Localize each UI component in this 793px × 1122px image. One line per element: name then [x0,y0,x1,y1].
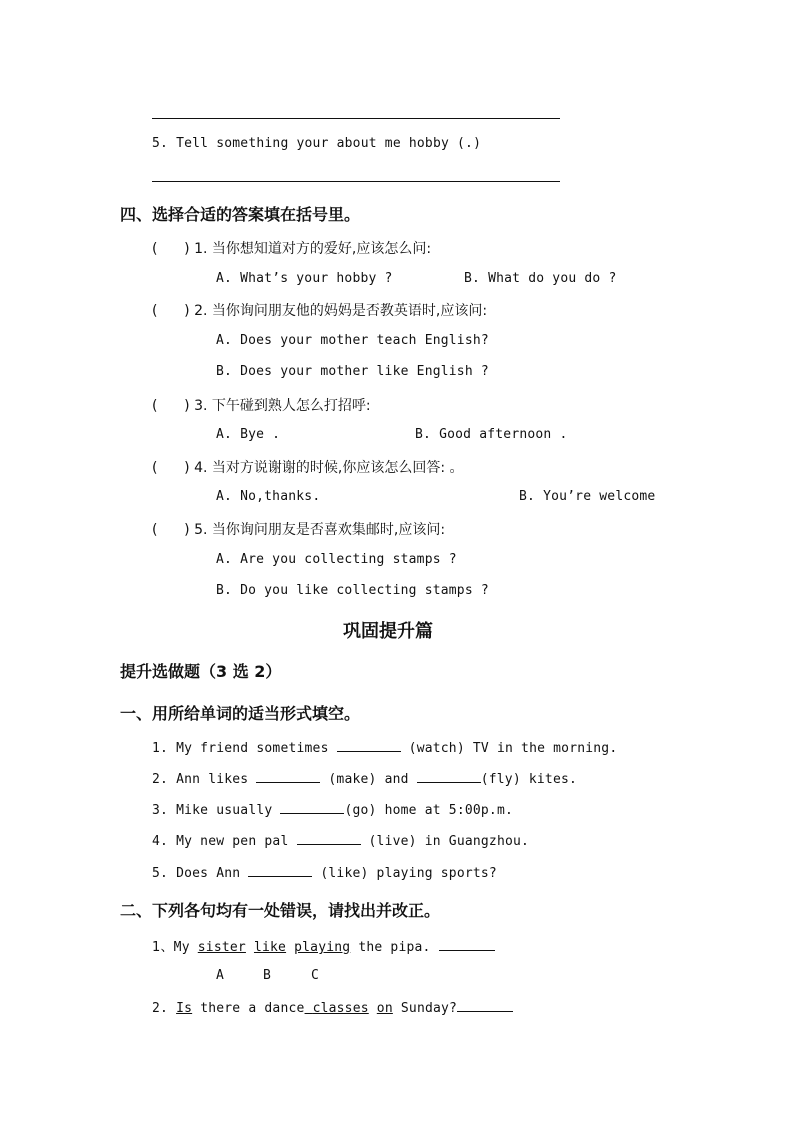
question-number: 1. [194,241,208,257]
choice-question-4 [152,457,464,477]
answer-blank[interactable] [457,999,513,1012]
fill-item-2 [152,770,577,787]
option-letter-a: A [216,968,225,983]
answer-paren: ( ) [152,398,190,414]
answer-paren: ( ) [152,303,190,319]
answer-paren: ( ) [152,460,190,476]
answer-blank[interactable] [417,770,481,783]
item-number: 1. [152,741,169,756]
item-text: Mike usually [176,803,273,818]
answer-blank[interactable] [439,938,495,951]
question-number: 3. [194,398,208,414]
consolidation-title: 巩固提升篇 [343,621,433,642]
choice-question-3 [152,395,371,415]
question-5-line [152,136,481,151]
question-text: 当你询问朋友是否喜欢集邮时,应该问: [211,522,446,538]
underlined-word-classes [305,1001,369,1016]
option-b: B. Does your mother like English ? [216,364,489,379]
answer-blank[interactable] [280,801,344,814]
answer-blank[interactable] [256,770,320,783]
answer-line-4 [152,118,560,119]
item-number: 3. [152,803,169,818]
item-text: Ann likes [176,772,249,787]
part-2-heading: 二、下列各句均有一处错误，请找出并改正。 [120,901,441,920]
answer-blank[interactable] [297,832,361,845]
option-b: B. Do you like collecting stamps ? [216,583,489,598]
question-text: 下午碰到熟人怎么打招呼: [211,398,371,414]
item-text: My new pen pal [176,834,289,849]
item-text: My friend sometimes [176,741,329,756]
item-text: (make) and [328,772,409,787]
underlined-word-on: on [376,1001,393,1016]
answer-line-5 [152,181,560,182]
option-letter-b: B [263,968,272,983]
question-text: 当对方说谢谢的时候,你应该怎么回答: 。 [211,460,464,476]
error-sentence-2 [152,999,513,1016]
choice-question-1 [152,238,431,258]
item-number: 4. [152,834,169,849]
underlined-word-b: like [253,940,287,955]
underlined-word-is: Is [176,1001,193,1016]
underlined-word-a: sister [197,940,246,955]
option-a: A. No,thanks. [216,489,321,504]
part-1-heading: 一、用所给单词的适当形式填空。 [120,704,361,723]
underlined-word-c: playing [294,940,351,955]
option-a: A. Does your mother teach English? [216,333,489,348]
item-text: (live) in Guangzhou. [368,834,530,849]
error-sentence-1 [152,936,495,955]
word: Sunday? [400,1001,458,1016]
answer-paren: ( ) [152,522,190,538]
answer-paren: ( ) [152,241,190,257]
question-text: 当你询问朋友他的妈妈是否教英语时,应该问: [211,303,488,319]
choice-question-2 [152,300,487,320]
fill-item-5 [152,864,497,881]
option-letter-c: C [311,968,320,983]
answer-blank[interactable] [337,739,401,752]
sentence-number: 1、 [152,940,174,955]
item-text: (watch) TV in the morning. [408,741,618,756]
answer-blank[interactable] [248,864,312,877]
word: classes [312,1001,369,1016]
fill-item-1 [152,739,617,756]
option-b: B. What do you do ? [464,271,617,286]
item-text: (go) home at 5:00p.m. [344,803,514,818]
sentence-number: 2. [152,1001,169,1016]
fill-item-3 [152,801,513,818]
item-number: 2. [152,772,169,787]
word: My [173,940,190,955]
item-text: (fly) kites. [480,772,578,787]
option-a: A. Bye . [216,427,281,442]
option-a: A. What’s your hobby ? [216,271,393,286]
fill-item-4 [152,832,529,849]
word: the pipa. [358,940,431,955]
choice-question-5 [152,519,445,539]
section-4-heading: 四、选择合适的答案填在括号里。 [120,205,361,224]
option-b: B. You’re welcome [519,489,656,504]
item-number: 5. [152,866,169,881]
question-number: 4. [194,460,208,476]
item-text: (like) playing sports? [320,866,497,881]
item-text: Does Ann [176,866,241,881]
option-b: B. Good afternoon . [415,427,568,442]
question-text: 当你想知道对方的爱好,应该怎么问: [211,241,432,257]
consolidation-subtitle: 提升选做题（3 选 2） [120,662,282,681]
question-number: 2. [194,303,208,319]
question-number: 5. [194,522,208,538]
question-text: Tell something your about me hobby (.) [176,136,482,151]
question-number: 5. [152,136,169,151]
word: there a dance [200,1001,305,1016]
option-a: A. Are you collecting stamps ? [216,552,457,567]
